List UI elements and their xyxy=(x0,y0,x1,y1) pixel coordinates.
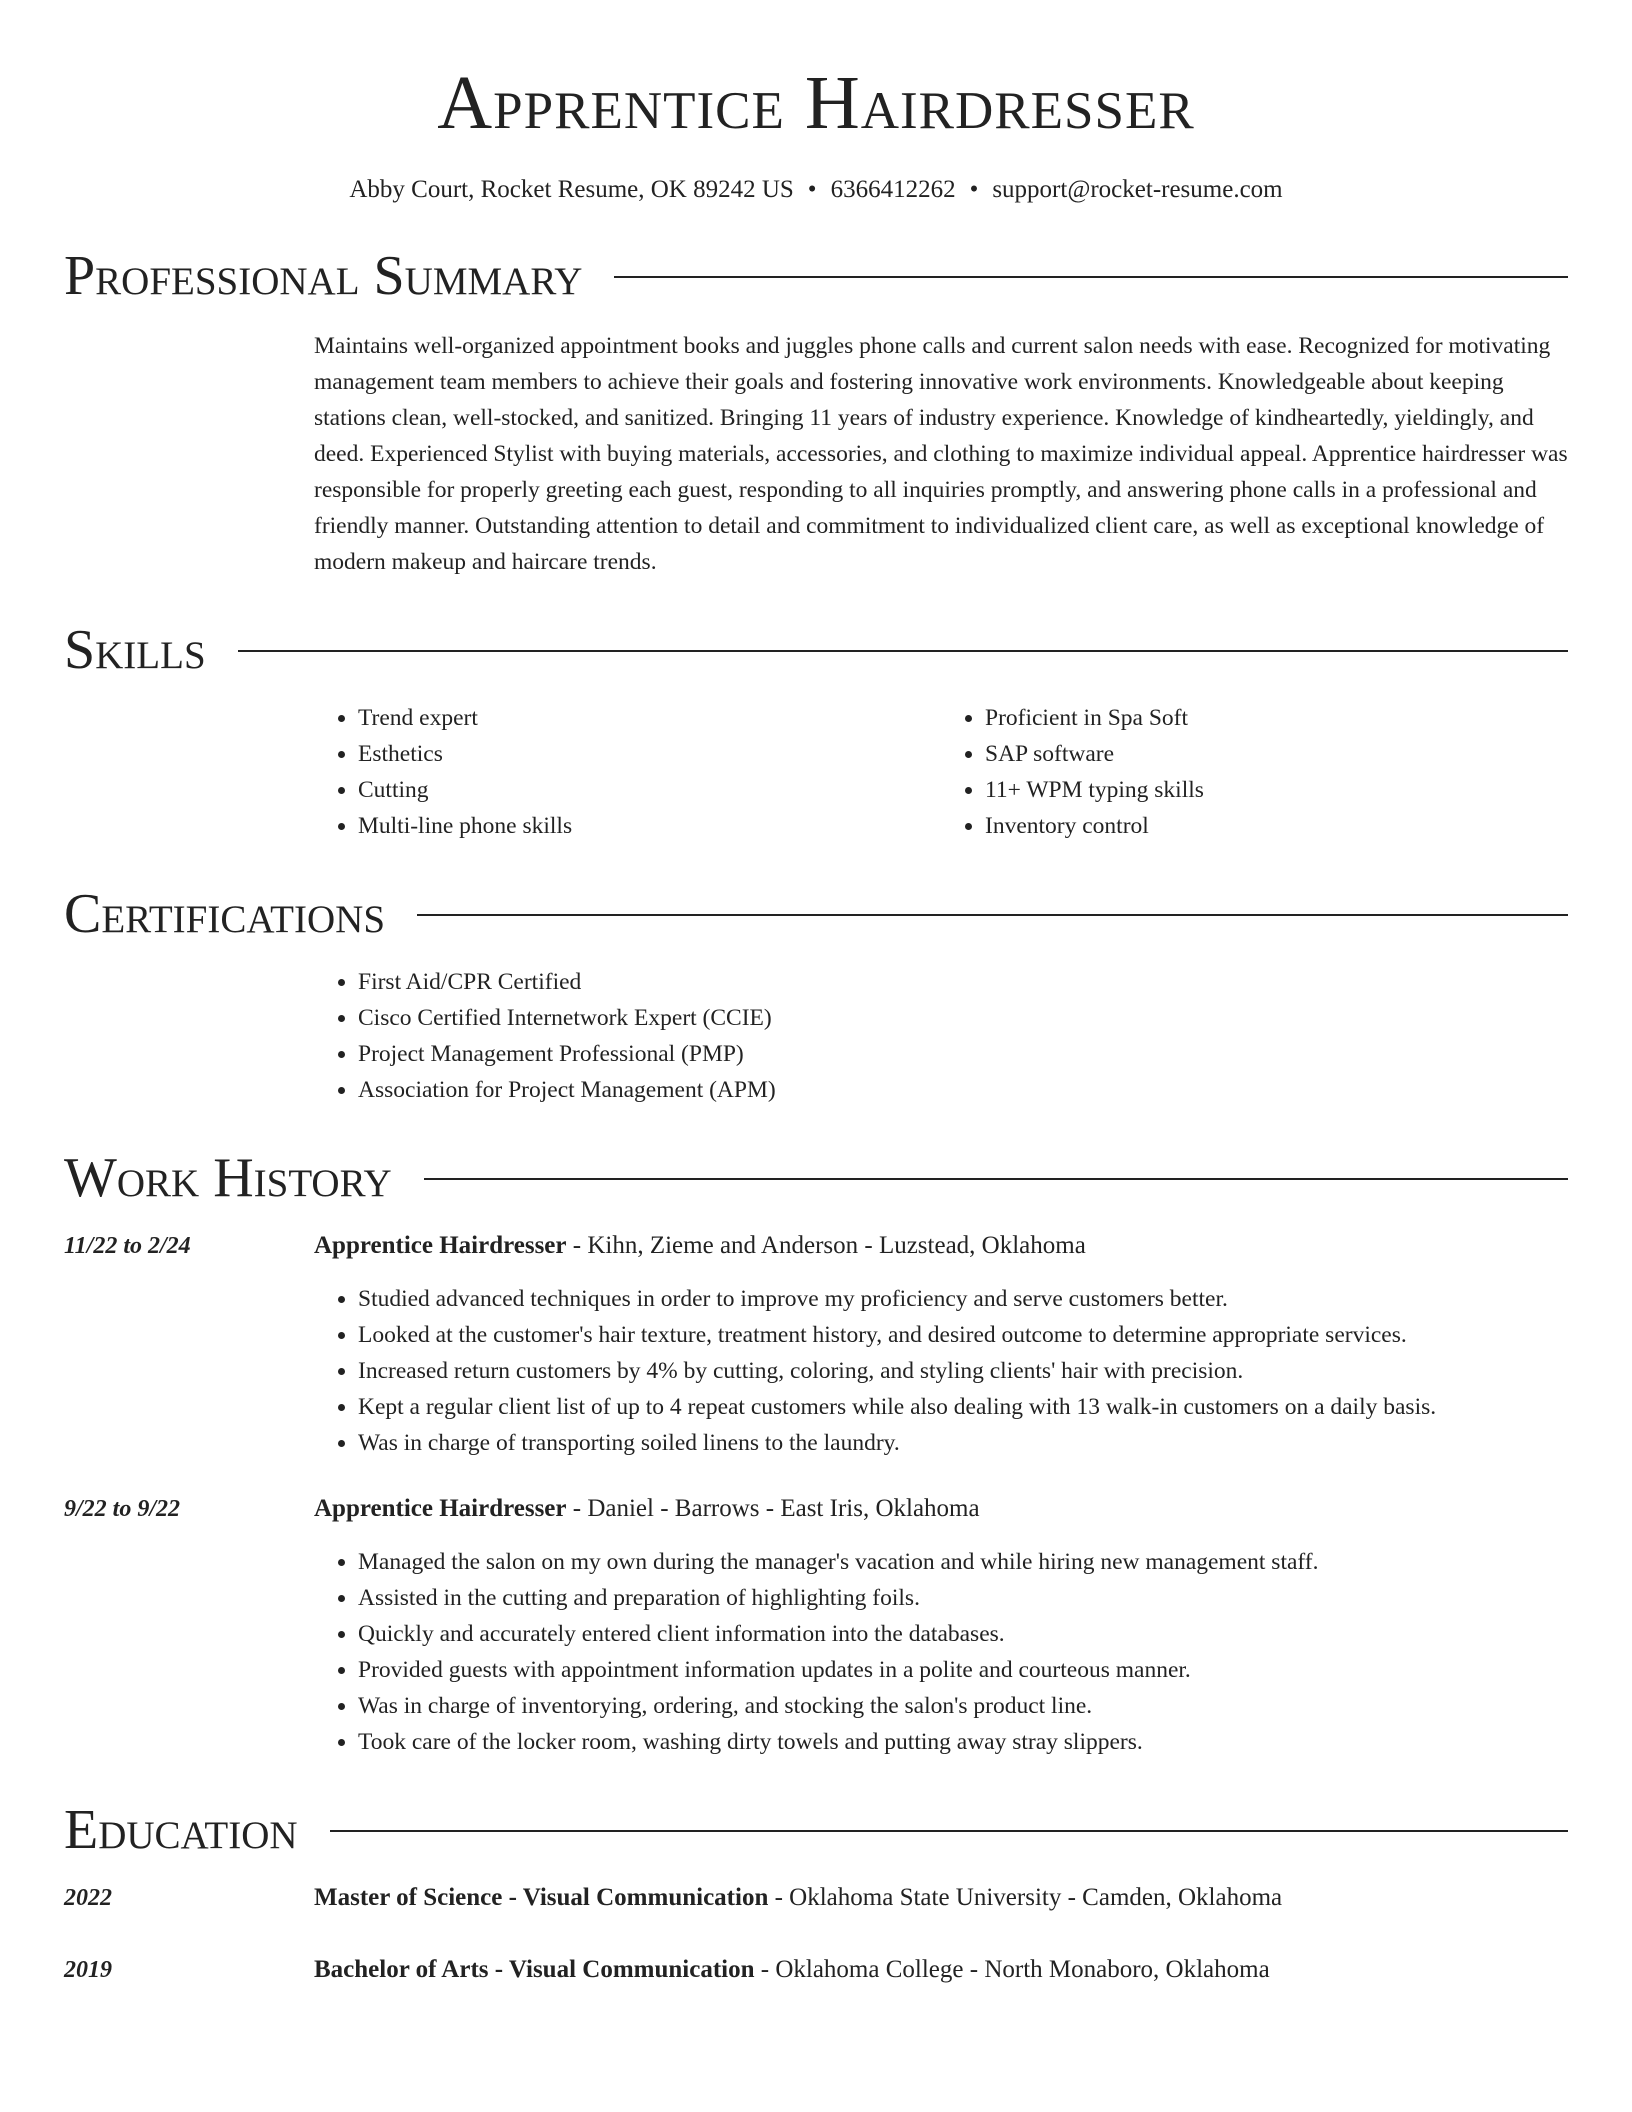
job-bullets xyxy=(314,1544,1568,1760)
section-title-work: Work History xyxy=(64,1147,392,1209)
job-body xyxy=(314,1491,1568,1760)
education-school: - Oklahoma State University - Camden, Oklahoma xyxy=(768,1884,1283,1911)
section-title-education: Education xyxy=(64,1799,298,1861)
job-bullet: • Quickly and accurately entered client information into the databases. xyxy=(358,1616,1568,1652)
education-line xyxy=(314,1952,1270,1988)
section-header-certifications xyxy=(64,882,1568,946)
job-dates: 11/22 to 2/24 xyxy=(64,1233,191,1259)
job-title: Apprentice Hairdresser xyxy=(314,1495,567,1522)
job-employer: - Kihn, Zieme and Anderson - Luzstead, Oklahoma xyxy=(566,1232,1086,1259)
education-school: - Oklahoma College - North Monaboro, Oklahoma xyxy=(754,1956,1270,1983)
job-bullets xyxy=(314,1281,1568,1461)
certifications-block xyxy=(314,964,1568,1108)
skill-item: • Esthetics xyxy=(358,736,941,772)
contact-separator: • xyxy=(807,176,817,203)
skill-item: • Inventory control xyxy=(985,808,1568,844)
job-bullet: • Studied advanced techniques in order to improve my proficiency and serve customers better. xyxy=(358,1281,1568,1317)
section-title-certifications: Certifications xyxy=(64,883,386,945)
section-title-skills: Skills xyxy=(64,619,206,681)
skill-item: • Proficient in Spa Soft xyxy=(985,700,1568,736)
certification-item: • Association for Project Management (APM) xyxy=(358,1072,1568,1108)
job-bullet: • Managed the salon on my own during the manager's vacation and while hiring new management staff. xyxy=(358,1544,1568,1580)
skills-grid xyxy=(314,700,1568,844)
certification-item: • Cisco Certified Internetwork Expert (CCIE) xyxy=(358,1000,1568,1036)
skills-list-left xyxy=(314,700,941,844)
job-dates: 9/22 to 9/22 xyxy=(64,1496,181,1522)
section-divider xyxy=(614,276,1568,278)
contact-line xyxy=(64,174,1568,206)
skills-list-right xyxy=(941,700,1568,844)
certifications-list xyxy=(314,964,1568,1108)
contact-email: support@rocket-resume.com xyxy=(992,176,1283,203)
certification-item: • First Aid/CPR Certified xyxy=(358,964,1568,1000)
section-header-work xyxy=(64,1146,1568,1210)
education-entry xyxy=(64,1952,1568,1988)
section-header-education xyxy=(64,1798,1568,1862)
education-degree: Bachelor of Arts - Visual Communication xyxy=(314,1956,755,1983)
section-divider xyxy=(238,650,1568,652)
job-bullet: • Kept a regular client list of up to 4 repeat customers while also dealing with 13 walk-in customers on a daily basis. xyxy=(358,1389,1568,1425)
job-entry xyxy=(64,1228,1568,1461)
education-year: 2019 xyxy=(64,1957,112,1983)
skill-item: • 11+ WPM typing skills xyxy=(985,772,1568,808)
skill-item: • Cutting xyxy=(358,772,941,808)
education-entry xyxy=(64,1880,1568,1916)
contact-phone: 6366412262 xyxy=(830,176,956,203)
certification-item: • Project Management Professional (PMP) xyxy=(358,1036,1568,1072)
summary-text: Maintains well-organized appointment books and juggles phone calls and current salon needs with ease. Recognized for motivating management team members to achieve their goals and fostering innovative work environments. Knowledgeable about keeping stations clean, well-stocked, and sanitized. Bringing 11 years of industry experience. Knowledge of kindheartedly, yieldingly, and deed. Experienced Stylist with buying materials, accessories, and clothing to maximize individual appeal. Apprentice hairdresser was responsible for properly greeting each guest, responding to all inquiries promptly, and answering phone calls in a professional and friendly manner. Outstanding attention to detail and commitment to individualized client care, as well as exceptional knowledge of modern makeup and haircare trends. xyxy=(314,333,1568,575)
education-line xyxy=(314,1880,1282,1916)
job-bullet: • Increased return customers by 4% by cutting, coloring, and styling clients' hair with precision. xyxy=(358,1353,1568,1389)
job-bullet: • Assisted in the cutting and preparation of highlighting foils. xyxy=(358,1580,1568,1616)
job-entry xyxy=(64,1491,1568,1760)
job-bullet: • Was in charge of transporting soiled linens to the laundry. xyxy=(358,1425,1568,1461)
job-employer: - Daniel - Barrows - East Iris, Oklahoma xyxy=(566,1495,980,1522)
section-title-summary: Professional Summary xyxy=(64,245,583,307)
education-year: 2022 xyxy=(64,1885,112,1911)
section-divider xyxy=(330,1830,1568,1832)
contact-address: Abby Court, Rocket Resume, OK 89242 US xyxy=(349,176,794,203)
skill-item: • SAP software xyxy=(985,736,1568,772)
education-degree: Master of Science - Visual Communication xyxy=(314,1884,769,1911)
job-body xyxy=(314,1228,1568,1461)
contact-separator: • xyxy=(969,176,979,203)
job-title: Apprentice Hairdresser xyxy=(314,1232,567,1259)
job-bullet: • Provided guests with appointment information updates in a polite and courteous manner. xyxy=(358,1652,1568,1688)
job-bullet: • Was in charge of inventorying, ordering, and stocking the salon's product line. xyxy=(358,1688,1568,1724)
job-title-line xyxy=(314,1491,1568,1527)
skill-item: • Trend expert xyxy=(358,700,941,736)
job-bullet: • Looked at the customer's hair texture, treatment history, and desired outcome to determine appropriate services. xyxy=(358,1317,1568,1353)
resume-name: Apprentice Hairdresser xyxy=(437,61,1195,145)
section-divider xyxy=(424,1178,1568,1180)
job-bullet: • Took care of the locker room, washing dirty towels and putting away stray slippers. xyxy=(358,1724,1568,1760)
skill-item: • Multi-line phone skills xyxy=(358,808,941,844)
job-title-line xyxy=(314,1228,1568,1264)
section-header-summary xyxy=(64,244,1568,308)
section-divider xyxy=(417,914,1568,916)
section-header-skills xyxy=(64,618,1568,682)
